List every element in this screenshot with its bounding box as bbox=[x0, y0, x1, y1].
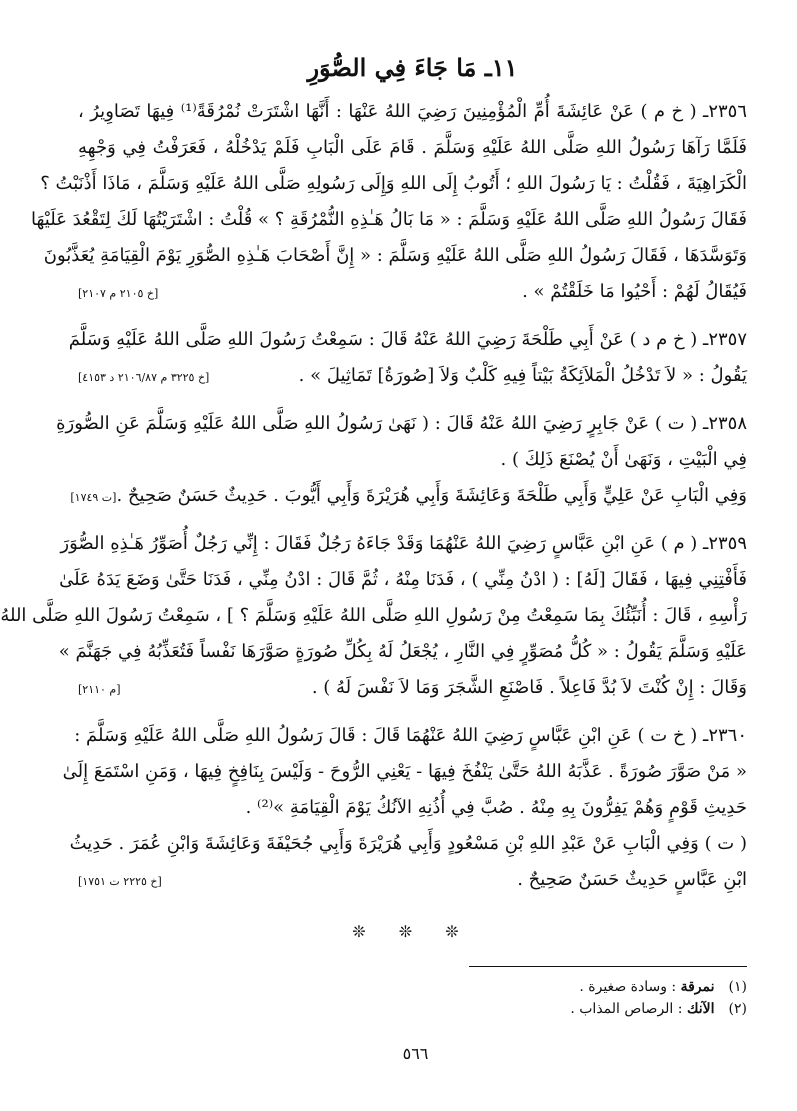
source-reference: [خ ٣٢٢٥ م ٢١٠٦/٨٧ د ٤١٥٣] bbox=[78, 371, 210, 384]
footnote-term: نمرقة bbox=[680, 979, 715, 995]
hadith-line: حَدِيثِ قَوْمٍ وَهُمْ يَفِرُّونَ بِهِ مِنْهُ . صُبَّ فِي أُذُنِهِ الآنُكُ يَوْمَ الْقِيَامَةِ »⁽²⁾ . bbox=[245, 797, 747, 818]
chapter-title: ١١ـ مَا جَاءَ فِي الصُّوَرِ bbox=[307, 53, 518, 82]
footnotes bbox=[78, 976, 747, 1020]
hadith-line: رَأْسِهِ ، قَالَ : أُنَبِّئُكَ بِمَا سَمِعْتُ مِنْ رَسُولِ اللهِ صَلَّى اللهُ عَلَيْهِ وَسَلَّمَ ؟ ] ، سَمِعْتُ رَسُولَ اللهِ صَلَّى اللهُ bbox=[0, 605, 747, 626]
source-reference: [ت ١٧٤٩] bbox=[70, 491, 117, 504]
hadith-line: ٢٣٥٧ـ ( خ م د ) عَنْ أَبِي طَلْحَةَ رَضِيَ اللهُ عَنْهُ قَالَ : سَمِعْتُ رَسُولَ اللهِ صَلَّى اللهُ عَلَيْهِ وَسَلَّمَ bbox=[68, 329, 747, 350]
hadith-line: فَيُقَالُ لَهُمْ : أَحْيُوا مَا خَلَقْتُمْ » . bbox=[522, 281, 747, 302]
hadith-line: فَأَفْتِنِي فِيهَا ، فَقَالَ [لَهُ] : ( ادْنُ مِنِّي ) ، فَدَنَا مِنْهُ ، ثُمَّ قَالَ : ادْنُ مِنِّي ، فَدَنَا حَتَّىٰ وَضَعَ يَدَهُ عَلَىٰ bbox=[59, 569, 747, 590]
hadith-tail-line bbox=[70, 478, 747, 516]
hadith-line: الْكَرَاهِيَةَ ، فَقُلْتُ : يَا رَسُولَ اللهِ ؛ أَتُوبُ إِلَى اللهِ وَإِلَى رَسُولِهِ صَلَّى اللهُ عَلَيْهِ وَسَلَّمَ ، مَاذَا أَذْنَبْتُ ؟ bbox=[40, 173, 747, 194]
hadith-line: ٢٣٥٨ـ ( ت ) عَنْ جَابِرٍ رَضِيَ اللهُ عَنْهُ قَالَ : ( نَهَىٰ رَسُولُ اللهِ صَلَّى اللهُ عَلَيْهِ وَسَلَّمَ عَنِ الصُّورَةِ bbox=[56, 413, 747, 434]
hadith-line: ابْنِ عَبَّاسٍ حَدِيثٌ حَسَنٌ صَحِيحٌ . bbox=[517, 869, 747, 890]
hadith-line: ٢٣٥٩ـ ( م ) عَنِ ابْنِ عَبَّاسٍ رَضِيَ اللهُ عَنْهُمَا وَقَدْ جَاءَهُ رَجُلٌ فَقَالَ : إِنِّي رَجُلٌ أُصَوِّرُ هَـٰذِهِ الصُّوَرَ bbox=[60, 533, 747, 554]
footnote-number: (٢) bbox=[728, 1001, 747, 1017]
footnote-1 bbox=[78, 976, 747, 998]
hadith-2360 bbox=[62, 718, 747, 900]
hadith-2356 bbox=[31, 94, 747, 312]
hadith-line: ٢٣٦٠ـ ( خ ت ) عَنِ ابْنِ عَبَّاسٍ رَضِيَ اللهُ عَنْهُمَا قَالَ : قَالَ رَسُولُ اللهِ صَلَّى اللهُ عَلَيْهِ وَسَلَّمَ : bbox=[74, 725, 747, 746]
hadith-line: « مَنْ صَوَّرَ صُورَةً . عَذَّبَهُ اللهُ حَتَّىٰ يَنْفُخَ فِيهَا - يَعْنِي الرُّوحَ - وَلَيْسَ بِنَافِخٍ فِيهَا ، وَمَنِ اسْتَمَعَ إِلَىٰ bbox=[62, 761, 747, 782]
source-reference: [م ٢١١٠] bbox=[78, 683, 121, 696]
footnote-divider bbox=[469, 966, 747, 967]
hadith-line: وَقَالَ : إِنْ كُنْتَ لاَ بُدَّ فَاعِلاً . فَاصْنَعِ الشَّجَرَ وَمَا لاَ نَفْسَ لَهُ ) . bbox=[311, 677, 747, 698]
hadith-line: فَقَالَ رَسُولُ اللهِ صَلَّى اللهُ عَلَيْهِ وَسَلَّمَ : « مَا بَالُ هَـٰذِهِ النُّمْرُقَةِ ؟ » قُلْتُ : اشْتَرَيْتُهَا لَكَ لِتَقْعُدَ عَلَيْهَا bbox=[31, 209, 747, 230]
hadith-last-line bbox=[78, 862, 747, 900]
page-number: ٥٦٦ bbox=[402, 1044, 429, 1063]
hadith-line: ٢٣٥٦ـ ( خ م ) عَنْ عَائِشَةَ أُمِّ الْمُؤْمِنِينَ رَضِيَ اللهُ عَنْهَا : أَنَّهَا اشْتَرَتْ نُمْرُقَةً⁽¹⁾ فِيهَا تَصَاوِيرُ ، bbox=[78, 101, 747, 122]
hadith-last-line bbox=[78, 670, 747, 708]
hadith-last-line bbox=[78, 358, 747, 396]
hadith-2358 bbox=[56, 406, 747, 516]
source-reference: [خ ٢١٠٥ م ٢١٠٧] bbox=[78, 287, 159, 300]
footnote-text: : الرصاص المذاب . bbox=[570, 1001, 683, 1017]
hadith-line: فَلَمَّا رَآهَا رَسُولُ اللهِ صَلَّى اللهُ عَلَيْهِ وَسَلَّمَ . قَامَ عَلَى الْبَابِ فَلَمْ يَدْخُلْهُ ، فَعَرَفْتُ فِي وَجْهِهِ bbox=[78, 137, 747, 158]
hadith-line: وَفِي الْبَابِ عَنْ عَلِيٍّ وَأَبِي طَلْحَةَ وَعَائِشَةَ وَأَبِي هُرَيْرَةَ وَأَبِي أَيُّوبَ . حَدِيثٌ حَسَنٌ صَحِيحٌ . bbox=[116, 485, 747, 506]
hadith-line: يَقُولُ : « لاَ تَدْخُلُ الْمَلاَئِكَةُ بَيْتاً فِيهِ كَلْبٌ وَلاَ [صُورَةُ] تَمَاثِيلَ » . bbox=[298, 365, 747, 386]
hadith-line: فِي الْبَيْتِ ، وَنَهَىٰ أَنْ يُصْنَعَ ذَلِكَ ) . bbox=[500, 449, 747, 470]
hadith-line: وَتَوَسَّدَهَا ، فَقَالَ رَسُولُ اللهِ صَلَّى اللهُ عَلَيْهِ وَسَلَّمَ : « إِنَّ أَصْحَابَ هَـٰذِهِ الصُّوَرِ يَوْمَ الْقِيَامَةِ يُعَذَّبُونَ bbox=[43, 245, 747, 266]
source-reference: [خ ٢٢٢٥ ت ١٧٥١] bbox=[78, 875, 162, 888]
hadith-last-line bbox=[78, 274, 747, 312]
hadith-2359 bbox=[0, 526, 747, 708]
footnote-2 bbox=[78, 998, 747, 1020]
hadith-line: ( ت ) وَفِي الْبَابِ عَنْ عَبْدِ اللهِ بْنِ مَسْعُودٍ وَأَبِي هُرَيْرَةَ وَأَبِي جُحَيْفَةَ وَعَائِشَةَ وَابْنِ عُمَرَ . حَدِيثُ bbox=[69, 833, 747, 854]
footnote-term: الآنك bbox=[686, 1001, 715, 1017]
footnote-number: (١) bbox=[728, 979, 747, 995]
footnote-text: : وسادة صغيرة . bbox=[579, 979, 677, 995]
section-separator: ❊ ❊ ❊ bbox=[352, 922, 473, 941]
hadith-line: عَلَيْهِ وَسَلَّمَ يَقُولُ : « كُلُّ مُصَوِّرٍ فِي النَّارِ ، يُجْعَلُ لَهُ بِكُلِّ صُورَةٍ صَوَّرَهَا نَفْساً فَتُعَذِّبُهُ فِي جَهَنَّمَ » bbox=[58, 641, 747, 662]
hadith-2357 bbox=[68, 322, 747, 396]
